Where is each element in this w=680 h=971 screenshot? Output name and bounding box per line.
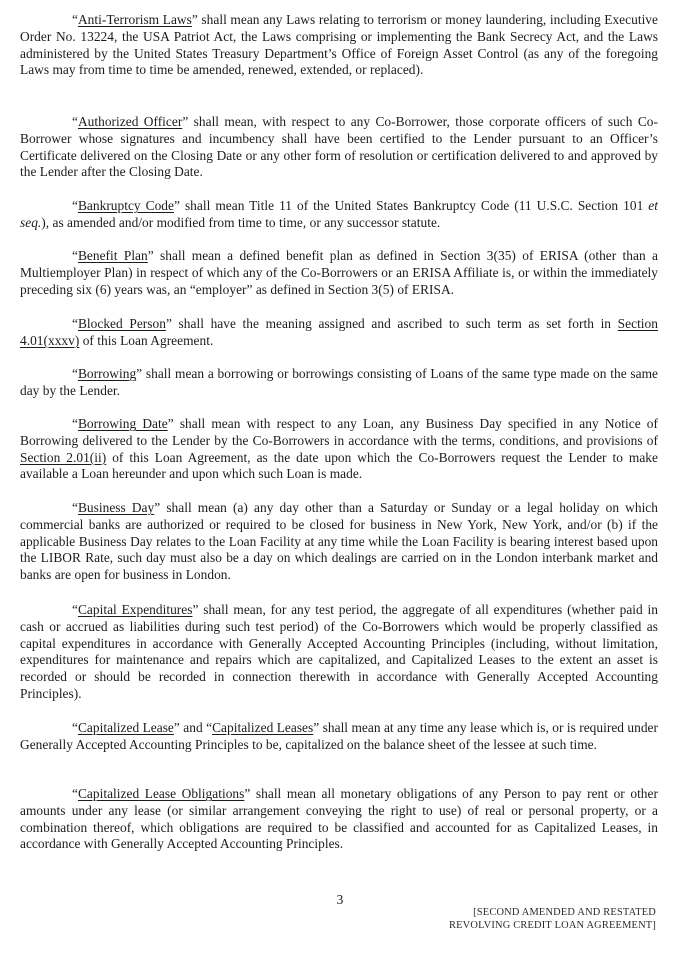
- definition-text: shall have the meaning assigned and ascribed to such term as set forth in: [178, 316, 612, 331]
- defined-term: Capitalized Lease Obligations: [77, 786, 245, 801]
- definition-benefit-plan: “Benefit Plan” shall mean a defined benefit plan as defined in Section 3(35) of ERISA (other than a Multiemployer Plan) in respect of which any of the Co-Borrowers or an ERISA Affiliate is, or within the immediately preceding six (6) years was, an “employer” as defined in Section 3(5) of ERISA.: [20, 248, 658, 297]
- definition-capital-expenditures: “Capital Expenditures” shall mean, for any test period, the aggregate of all expenditures (whether paid in cash or accrued as liabilities during such test period) of the Co-Borrowers which would be properly classified as capital expenditures in accordance with Generally Accepted Accounting Principles (including, without limitation, expenditures for maintenance and repairs which are capitalized, and Capitalized Leases to the extent an asset is recorded or should be recorded in connection therewith in accordance with Generally Accepted Accounting Principles).: [20, 602, 658, 701]
- document-footer-label: [449, 906, 656, 932]
- defined-term: Capital Expenditures: [77, 602, 193, 617]
- definition-text: shall mean, for any test period, the aggregate of all expenditures (whether paid in cash or accrued as liabilities during such test period) of the Co-Borrowers which would be properly classified as capital expenditures in accordance with Generally Accepted Accounting Principles (including, without limitation, expenditures for maintenance and repairs which are capitalized, and Capitalized Leases to the extent an asset is recorded or should be recorded in connection therewith in accordance with Generally Accepted Accounting Principles).: [20, 602, 658, 701]
- defined-term: Borrowing Date: [77, 416, 168, 431]
- definition-italic: et seq.: [20, 198, 659, 230]
- defined-term: Benefit Plan: [77, 248, 148, 263]
- defined-term: Blocked Person: [77, 316, 166, 331]
- definition-capitalized-lease: “Capitalized Lease” and “Capitalized Leases” shall mean at any time any lease which is, or is required under Generally Accepted Accounting Principles to be, capitalized on the balance sheet of the lessee at such time.: [20, 720, 658, 752]
- definition-text: shall mean with respect to any Loan, any Business Day specified in any Notice of Borrowing delivered to the Lender by the Co-Borrowers in accordance with the terms, conditions, and provisions of: [20, 416, 659, 448]
- definition-text: shall mean all monetary obligations of any Person to pay rent or other amounts under any lease (or similar arrangement conveying the right to use) of real or personal property, or a combination thereof, which obligations are required to be classified and accounted for as Capitalized Leases, in accordance with Generally Accepted Accounting Principles.: [20, 786, 658, 852]
- definition-text: shall mean (a) any day other than a Saturday or Sunday or a legal holiday on which commercial banks are authorized or required to be closed for business in New York, New York, and/or (b) if the applicable Business Day relates to the Loan Facility at any time while the Loan Facility is bearing interest based upon the LIBOR Rate, such day must also be a day on which dealings are carried on in the London interbank market and banks are open for business in London.: [20, 500, 658, 583]
- definition-text-after: ), as amended and/or modified from time to time, or any successor statute.: [41, 214, 441, 230]
- defined-term: Borrowing: [77, 366, 137, 381]
- definition-text: shall mean a defined benefit plan as defined in Section 3(35) of ERISA (other than a Multiemployer Plan) in respect of which any of the Co-Borrowers or an ERISA Affiliate is, or within the immediately preceding six (6) years was, an “employer” as defined in Section 3(5) of ERISA.: [20, 248, 658, 297]
- definition-text: shall mean any Laws relating to terrorism or money laundering, including Executive Order No. 13224, the USA Patriot Act, the Laws comprising or implementing the Bank Secrecy Act, and the Laws administered by the United States Treasury Department’s Office of Foreign Asset Control (as any of the foregoing Laws may from time to time be amended, renewed, extended, or replaced).: [20, 12, 658, 78]
- definition-authorized-officer: “Authorized Officer” shall mean, with respect to any Co-Borrower, those corporate officers of such Co-Borrower whose signatures and incumbency shall have been certified to the Lender pursuant to an Officer’s Certificate delivered on the Closing Date or any other form of resolution or certification delivered to and approved by the Lender after the Closing Date.: [20, 114, 658, 180]
- definition-text: shall mean Title 11 of the United States Bankruptcy Code (11 U.S.C. Section 101: [184, 198, 644, 213]
- defined-term: Authorized Officer: [77, 114, 183, 129]
- definition-text: shall mean a borrowing or borrowings consisting of Loans of the same type made on the same day by the Lender.: [20, 366, 658, 398]
- definition-text: shall mean, with respect to any Co-Borrower, those corporate officers of such Co-Borrower whose signatures and incumbency shall have been certified to the Lender pursuant to an Officer’s Certificate delivered on the Closing Date or any other form of resolution or certification delivered to and approved by the Lender after the Closing Date.: [20, 114, 658, 180]
- section-reference: Section 2.01(ii): [20, 449, 107, 465]
- footer-label-line-1: [SECOND AMENDED AND RESTATED: [473, 907, 656, 918]
- footer-label-line-2: REVOLVING CREDIT LOAN AGREEMENT]: [449, 920, 656, 931]
- definition-borrowing: “Borrowing” shall mean a borrowing or borrowings consisting of Loans of the same type made on the same day by the Lender.: [20, 366, 658, 398]
- definition-capitalized-lease-obligations: “Capitalized Lease Obligations” shall mean all monetary obligations of any Person to pay rent or other amounts under any lease (or similar arrangement conveying the right to use) of real or personal property, or a combination thereof, which obligations are required to be classified and accounted for as Capitalized Leases, in accordance with Generally Accepted Accounting Principles.: [20, 786, 658, 852]
- defined-term: Capitalized Lease: [77, 720, 174, 735]
- page-number: 3: [336, 892, 344, 907]
- defined-term: Business Day: [77, 500, 155, 515]
- defined-term-2: Capitalized Leases: [212, 720, 314, 735]
- definition-business-day: “Business Day” shall mean (a) any day other than a Saturday or Sunday or a legal holiday on which commercial banks are authorized or required to be closed for business in New York, New York, and/or (b) if the applicable Business Day relates to the Loan Facility at any time while the Loan Facility is bearing interest based upon the LIBOR Rate, such day must also be a day on which dealings are carried on in the London interbank market and banks are open for business in London.: [20, 500, 658, 583]
- definition-connector: and: [183, 720, 203, 735]
- section-reference: Section 4.01(xxxv): [20, 316, 658, 348]
- definition-text-after: of this Loan Agreement, as the date upon which the Co-Borrowers request the Lender to make available a Loan hereunder and upon which such Loan is made.: [20, 449, 658, 482]
- definition-anti-terrorism-laws: “Anti-Terrorism Laws” shall mean any Laws relating to terrorism or money laundering, including Executive Order No. 13224, the USA Patriot Act, the Laws comprising or implementing the Bank Secrecy Act, and the Laws administered by the United States Treasury Department’s Office of Foreign Asset Control (as any of the foregoing Laws may from time to time be amended, renewed, extended, or replaced).: [20, 12, 658, 78]
- defined-term: Anti-Terrorism Laws: [77, 12, 192, 27]
- defined-term: Bankruptcy Code: [77, 198, 174, 213]
- definition-bankruptcy-code: “Bankruptcy Code” shall mean Title 11 of the United States Bankruptcy Code (11 U.S.C. Section 101 et seq.), as amended and/or modified from time to time, or any successor statute.: [20, 198, 659, 230]
- definition-text-after: of this Loan Agreement.: [82, 332, 214, 348]
- definition-blocked-person: “Blocked Person” shall have the meaning assigned and ascribed to such term as set forth in Section 4.01(xxxv) of this Loan Agreement.: [20, 316, 658, 348]
- definition-text: shall mean at any time any lease which is, or is required under Generally Accepted Accounting Principles to be, capitalized on the balance sheet of the lessee at such time.: [20, 720, 658, 752]
- definition-borrowing-date: “Borrowing Date” shall mean with respect to any Loan, any Business Day specified in any Notice of Borrowing delivered to the Lender by the Co-Borrowers in accordance with the terms, conditions, and provisions of Section 2.01(ii) of this Loan Agreement, as the date upon which the Co-Borrowers request the Lender to make available a Loan hereunder and upon which such Loan is made.: [20, 416, 659, 482]
